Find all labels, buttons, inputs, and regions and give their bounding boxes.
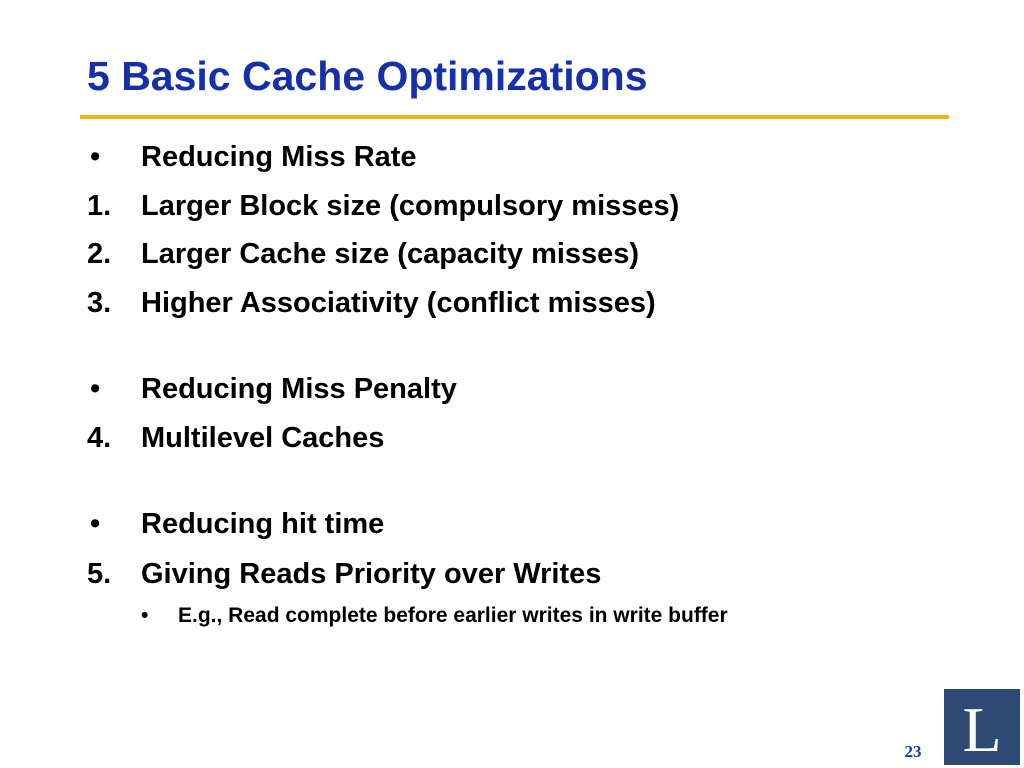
section-heading-text: Reducing Miss Rate: [141, 141, 417, 173]
page-number: 23: [904, 742, 922, 761]
number-marker: 5.: [87, 558, 112, 590]
number-marker: 4.: [87, 422, 112, 454]
number-marker: 3.: [87, 287, 112, 319]
university-logo-icon: [944, 689, 1020, 765]
section-heading-text: Reducing hit time: [141, 508, 385, 540]
bullet-marker: •: [90, 508, 101, 540]
list-item-text: Larger Cache size (capacity misses): [141, 238, 640, 270]
list-item-text: Higher Associativity (conflict misses): [141, 287, 656, 319]
list-item-text: Multilevel Caches: [141, 422, 385, 454]
slide-title: 5 Basic Cache Optimizations: [87, 53, 648, 99]
list-item-text: Giving Reads Priority over Writes: [141, 558, 602, 590]
bullet-marker: •: [90, 141, 101, 173]
list-item-text: Larger Block size (compulsory misses): [141, 190, 680, 222]
logo-letter: L: [962, 694, 1002, 765]
sub-bullet-text: E.g., Read complete before earlier writes in write buffer: [178, 604, 728, 627]
number-marker: 1.: [87, 190, 112, 222]
title-underline: [80, 115, 949, 119]
bullet-marker: •: [90, 373, 101, 405]
section-heading-text: Reducing Miss Penalty: [141, 373, 457, 405]
number-marker: 2.: [87, 238, 112, 270]
sub-bullet-marker: •: [141, 604, 149, 627]
